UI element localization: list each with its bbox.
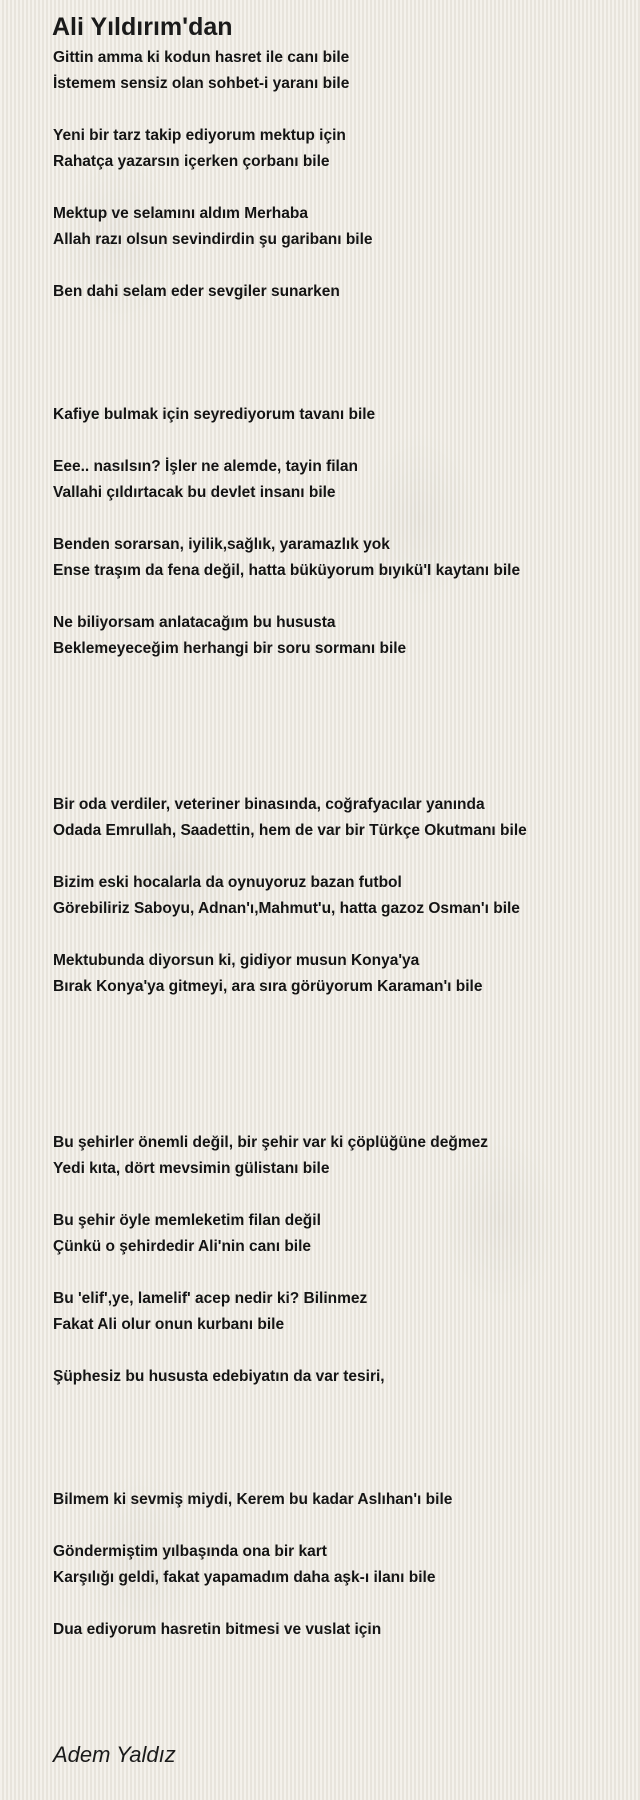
poem-line: Allah razı olsun sevindirdin şu garibanı bile: [53, 231, 373, 248]
poem-line: Ense traşım da fena değil, hatta büküyorum bıyıkü'I kaytanı bile: [53, 562, 521, 579]
poem-line: Ne biliyorsam anlatacağım bu hususta: [53, 614, 336, 631]
poem-line: Çünkü o şehirdedir Ali'nin canı bile: [53, 1238, 312, 1255]
poem-line: Bizim eski hocalarla da oynuyoruz bazan futbol: [53, 874, 402, 891]
poem-line: Bu şehir öyle memleketim filan değil: [53, 1212, 321, 1229]
poem-line: Bu şehirler önemli değil, bir şehir var ki çöplüğüne değmez: [53, 1134, 488, 1151]
poem-line: Şüphesiz bu hususta edebiyatın da var tesiri,: [53, 1368, 385, 1385]
poem-line: Eee.. nasılsın? İşler ne alemde, tayin filan: [53, 458, 358, 475]
poem-line: Dua ediyorum hasretin bitmesi ve vuslat için: [53, 1621, 382, 1638]
poem-line: Görebiliriz Saboyu, Adnan'ı,Mahmut'u, hatta gazoz Osman'ı bile: [53, 900, 520, 917]
poem-line: Rahatça yazarsın içerken çorbanı bile: [53, 153, 330, 170]
poem-line: Ben dahi selam eder sevgiler sunarken: [53, 283, 340, 300]
poem-line: Fakat Ali olur onun kurbanı bile: [53, 1316, 285, 1333]
poem-line: Bu 'elif',ye, lamelif' acep nedir ki? Bilinmez: [53, 1290, 368, 1307]
poem-line: Mektubunda diyorsun ki, gidiyor musun Konya'ya: [53, 952, 420, 969]
poem-line: Beklemeyeceğim herhangi bir soru sormanı bile: [53, 640, 407, 657]
poem-line: Kafiye bulmak için seyrediyorum tavanı bile: [53, 406, 376, 423]
poem-line: Göndermiştim yılbaşında ona bir kart: [53, 1543, 327, 1560]
poem-line: Bilmem ki sevmiş miydi, Kerem bu kadar Aslıhan'ı bile: [53, 1491, 453, 1508]
poem-line: Mektup ve selamını aldım Merhaba: [53, 205, 308, 222]
poem-line: Yeni bir tarz takip ediyorum mektup için: [53, 127, 346, 144]
poem-line: Benden sorarsan, iyilik,sağlık, yaramazlık yok: [53, 536, 390, 553]
poem-line: Karşılığı geldi, fakat yapamadım daha aşk-ı ilanı bile: [53, 1569, 436, 1586]
poem-line: Bırak Konya'ya gitmeyi, ara sıra görüyorum Karaman'ı bile: [53, 978, 483, 995]
poem-line: Yedi kıta, dört mevsimin gülistanı bile: [53, 1160, 330, 1177]
poem-line: Odada Emrullah, Saadettin, hem de var bir Türkçe Okutmanı bile: [53, 822, 527, 839]
poem-title: Ali Yıldırım'dan: [52, 13, 233, 41]
poem-line: Gittin amma ki kodun hasret ile canı bile: [53, 49, 350, 66]
poem-author: Adem Yaldız: [53, 1742, 176, 1767]
poem-line: Bir oda verdiler, veteriner binasında, coğrafyacılar yanında: [53, 796, 485, 813]
poem-line: İstemem sensiz olan sohbet-i yaranı bile: [53, 75, 350, 92]
poem-line: Vallahi çıldırtacak bu devlet insanı bile: [53, 484, 336, 501]
